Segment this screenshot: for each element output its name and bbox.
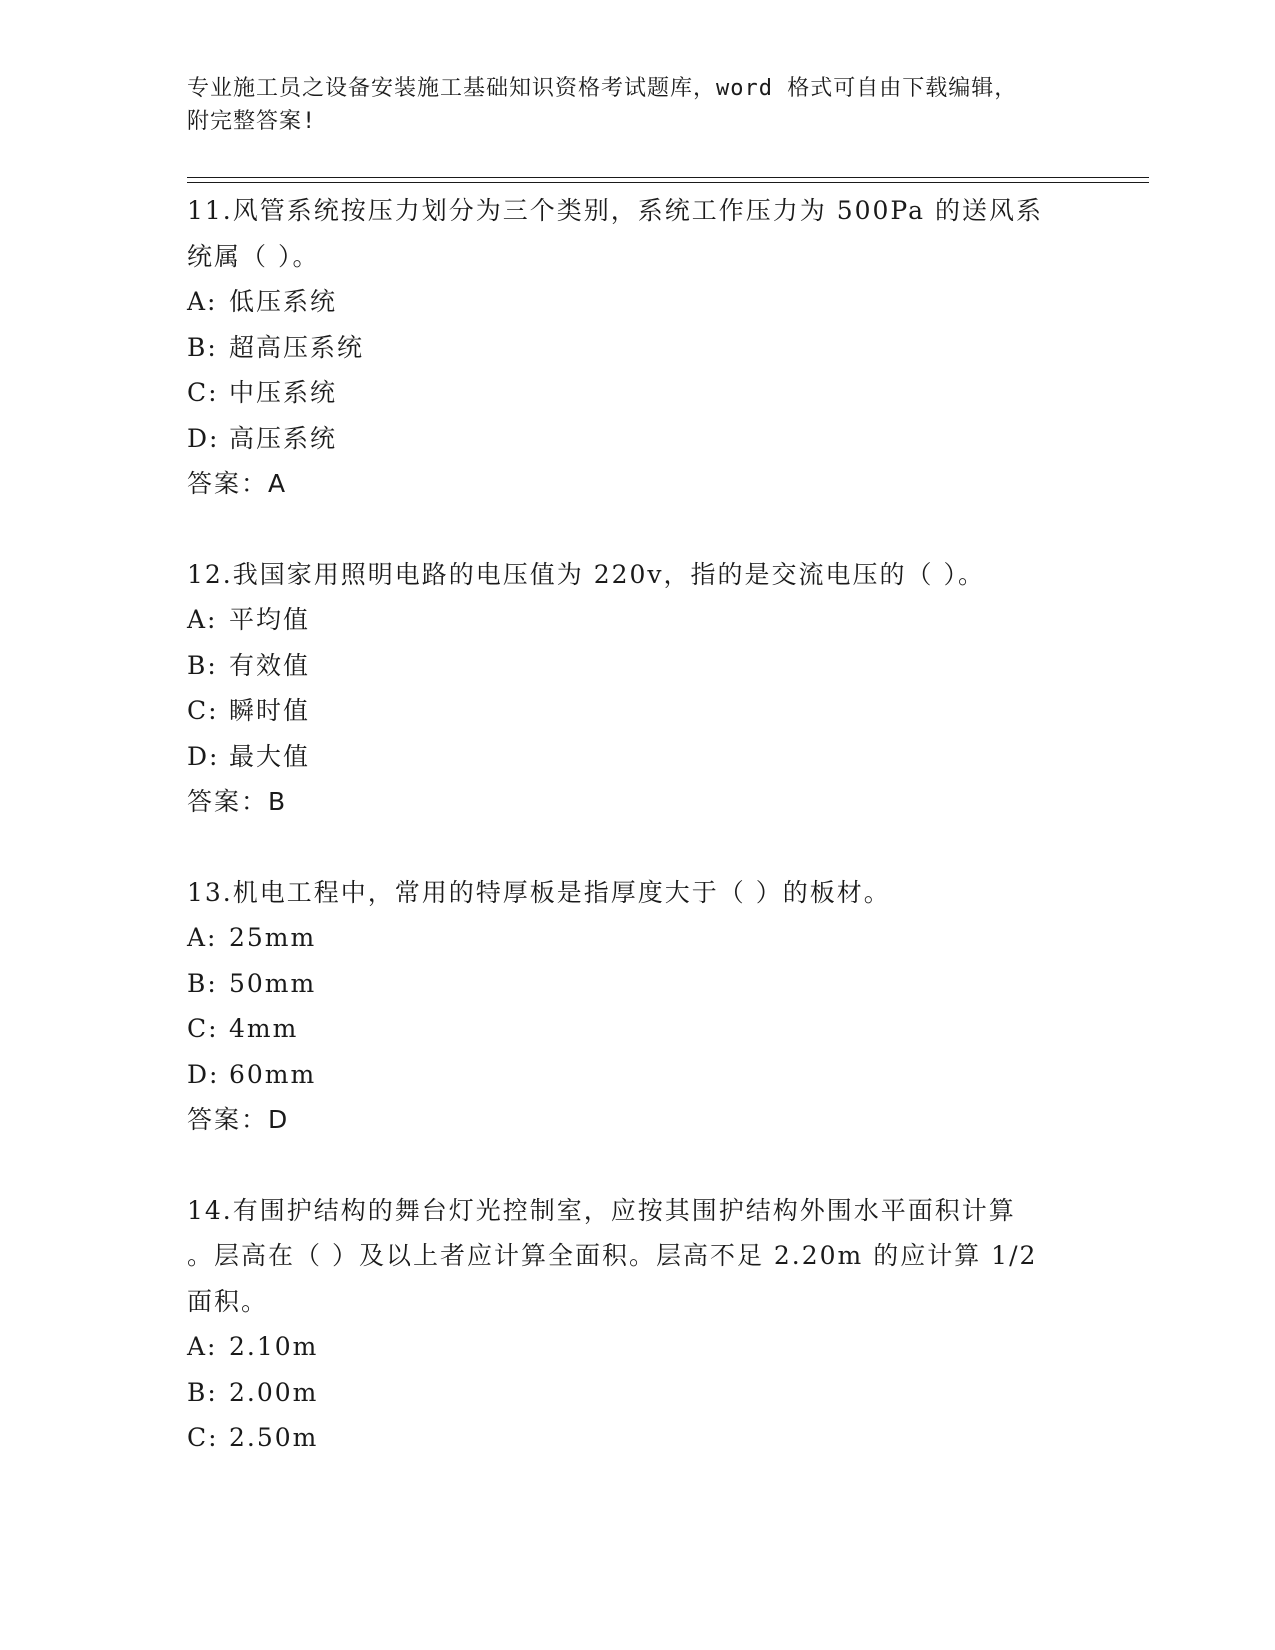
option-row [187, 734, 1067, 780]
question-text-line: 。层高在（ ）及以上者应计算全面积。层高不足 2.20m 的应计算 1/2 [187, 1241, 1038, 1270]
question-text-line: 面积。 [187, 1286, 269, 1316]
option-key: A: [187, 923, 218, 952]
option-row [187, 1324, 1067, 1370]
option-row [187, 1052, 1067, 1098]
question-text-line: 12.我国家用照明电路的电压值为 220v，指的是交流电压的（ ）。 [187, 559, 985, 589]
question-text-line: 14.有围护结构的舞台灯光控制室，应按其围护结构外围水平面积计算 [187, 1195, 1016, 1225]
answer-line: 答案：B [187, 787, 288, 816]
question-text-line: 11.风管系统按压力划分为三个类别，系统工作压力为 500Pa 的送风系 [187, 196, 1043, 225]
option-key: A: [187, 1332, 218, 1361]
option-key: B: [187, 332, 218, 362]
question-spacer [187, 507, 1067, 552]
option-text: 超高压系统 [229, 332, 365, 362]
option-row [187, 643, 1067, 689]
option-key: B: [187, 1377, 218, 1407]
option-row [187, 325, 1067, 371]
option-text: 有效值 [229, 650, 311, 680]
question-text-line: 统属（ ）。 [187, 241, 320, 271]
question-block [187, 870, 1067, 1143]
question-block [187, 188, 1067, 507]
header-divider-top [187, 177, 1149, 178]
option-row [187, 279, 1067, 325]
question-list [187, 188, 1067, 1461]
option-row [187, 370, 1067, 416]
option-text: 中压系统 [229, 378, 338, 407]
option-text: 低压系统 [229, 287, 338, 316]
option-key: B: [187, 650, 218, 680]
question-spacer [187, 825, 1067, 870]
header-line-1: 专业施工员之设备安装施工基础知识资格考试题库，word 格式可自由下载编辑， [187, 76, 1018, 101]
header-divider-bottom [187, 182, 1149, 183]
option-row [187, 597, 1067, 643]
option-text: 2.00m [229, 1377, 319, 1407]
option-key: D: [187, 1059, 220, 1089]
option-key: A: [187, 287, 218, 316]
option-row [187, 688, 1067, 734]
option-row [187, 1006, 1067, 1052]
question-text-line: 13.机电工程中，常用的特厚板是指厚度大于（ ）的板材。 [187, 877, 891, 907]
option-text: 瞬时值 [229, 696, 311, 725]
question-spacer [187, 1143, 1067, 1188]
answer-line: 答案：D [187, 1105, 290, 1134]
question-block [187, 1188, 1067, 1461]
option-key: C: [187, 1014, 219, 1043]
option-key: D: [187, 741, 220, 771]
option-key: C: [187, 1423, 219, 1452]
option-key: A: [187, 605, 218, 634]
option-row [187, 961, 1067, 1007]
option-key: B: [187, 968, 218, 998]
option-text: 50mm [229, 968, 317, 998]
option-text: 高压系统 [229, 423, 338, 453]
option-row [187, 416, 1067, 462]
option-text: 60mm [229, 1059, 317, 1089]
document-header [187, 72, 1067, 138]
option-row [187, 915, 1067, 961]
option-key: C: [187, 378, 219, 407]
option-text: 4mm [229, 1014, 299, 1043]
option-text: 2.50m [229, 1423, 319, 1452]
option-row [187, 1370, 1067, 1416]
option-row [187, 1415, 1067, 1461]
answer-line: 答案：A [187, 469, 288, 498]
option-key: C: [187, 696, 219, 725]
header-line-2: 附完整答案! [187, 109, 317, 134]
option-text: 25mm [229, 923, 317, 952]
option-text: 最大值 [229, 741, 311, 771]
option-text: 平均值 [229, 605, 311, 634]
option-text: 2.10m [229, 1332, 319, 1361]
question-block [187, 552, 1067, 825]
option-key: D: [187, 423, 220, 453]
